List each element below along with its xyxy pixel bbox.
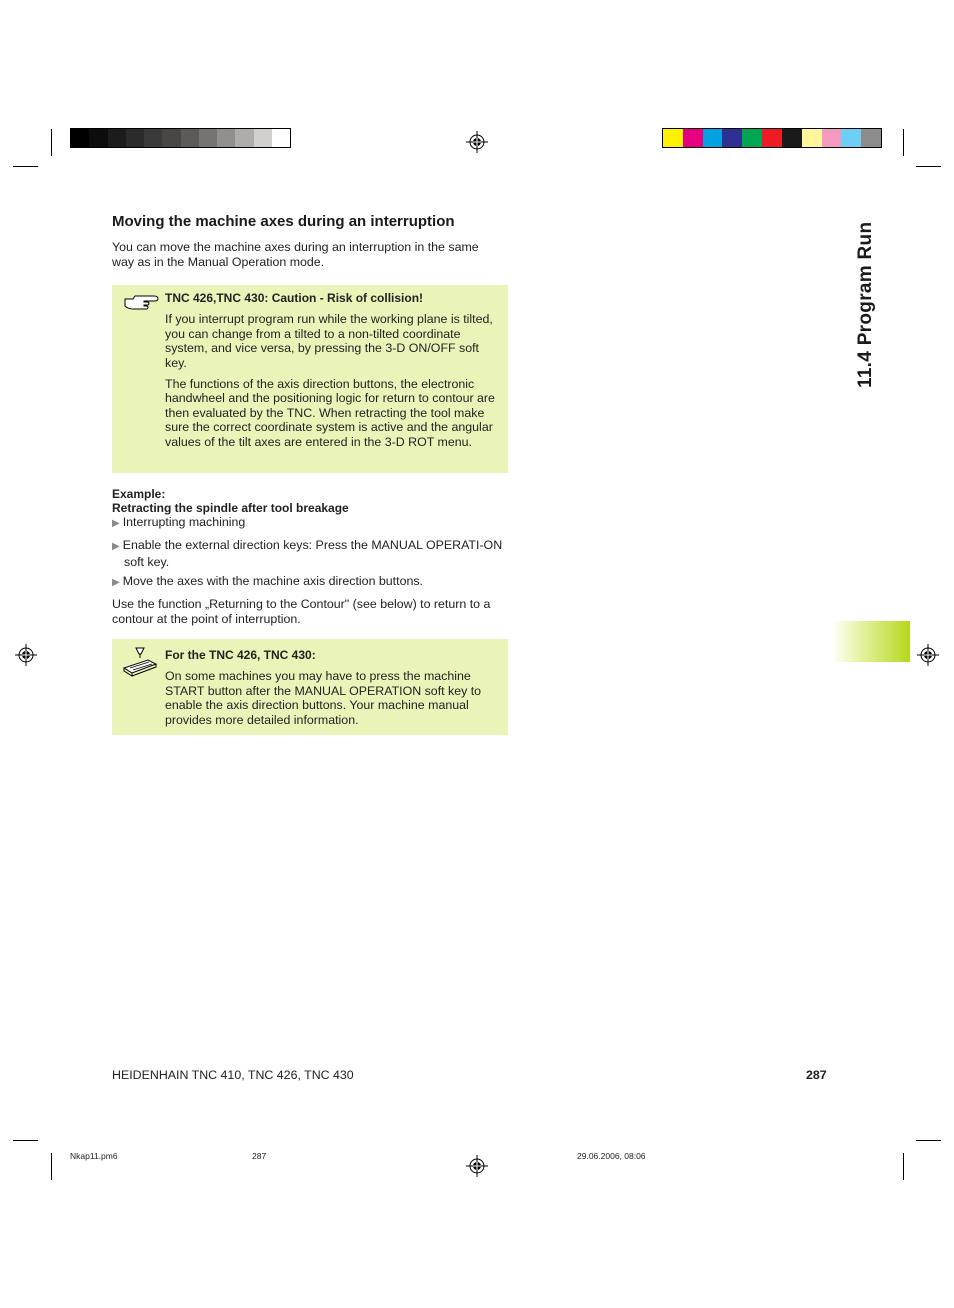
grayscale-color-bar	[70, 128, 291, 148]
crop-mark	[916, 166, 941, 167]
footer-product-name: HEIDENHAIN TNC 410, TNC 426, TNC 430	[112, 1068, 354, 1082]
color-swatch	[722, 129, 742, 147]
crop-mark	[916, 1140, 941, 1141]
step-text: Enable the external direction keys: Press the MANUAL OPERATI-ON soft key.	[122, 538, 503, 569]
section-heading: Moving the machine axes during an interruption	[112, 213, 455, 230]
process-color-bar	[662, 128, 882, 148]
triangle-arrow-icon: ▶	[112, 518, 120, 529]
example-title: Retracting the spindle after tool breakage	[112, 501, 349, 515]
caution-note-title: TNC 426,TNC 430: Caution - Risk of collision!	[165, 291, 424, 305]
page-number: 287	[806, 1068, 827, 1082]
color-swatch	[162, 129, 180, 147]
color-swatch	[235, 129, 253, 147]
color-swatch	[181, 129, 199, 147]
color-swatch	[89, 129, 107, 147]
example-step	[112, 515, 504, 532]
caution-note-box	[112, 285, 508, 473]
color-swatch	[742, 129, 762, 147]
color-swatch	[108, 129, 126, 147]
machine-note-title: For the TNC 426, TNC 430:	[165, 648, 316, 662]
triangle-arrow-icon: ▶	[112, 541, 120, 552]
machine-note-paragraph: On some machines you may have to press the machine START button after the MANUAL OPERATION soft key to enable the axis direction buttons. Your machine manual provides more detailed information.	[165, 669, 482, 727]
color-swatch	[217, 129, 235, 147]
caution-note-paragraph: The functions of the axis direction buttons, the electronic handwheel and the positioning logic for return to contour are then evaluated by the TNC. When retracting the tool make sure the correct coordinate system is active and the angular values of the tilt axes are entered in the 3-D ROT menu.	[165, 377, 495, 449]
color-swatch	[841, 129, 861, 147]
example-label: Example:	[112, 487, 166, 501]
crop-mark	[51, 129, 52, 156]
color-swatch	[861, 129, 881, 147]
pointing-hand-icon	[124, 293, 160, 311]
color-swatch	[144, 129, 162, 147]
slug-file-name: Nkap11.pm6	[70, 1151, 118, 1161]
crop-mark	[903, 1153, 904, 1180]
color-swatch	[782, 129, 802, 147]
crop-mark	[13, 166, 38, 167]
registration-mark-icon	[466, 131, 488, 153]
step-text: Interrupting machining	[122, 515, 246, 529]
color-swatch	[683, 129, 703, 147]
color-swatch	[71, 129, 89, 147]
color-swatch	[762, 129, 782, 147]
chapter-thumb-tab	[832, 621, 910, 662]
color-swatch	[663, 129, 683, 147]
chapter-side-title: 11.4 Program Run	[855, 221, 876, 388]
example-step	[112, 574, 504, 591]
triangle-arrow-icon: ▶	[112, 577, 120, 588]
caution-note-paragraph: If you interrupt program run while the working plane is tilted, you can change from a tilted to a non-tilted coordinate system, and vice versa, by pressing the 3-D ON/OFF soft key.	[165, 312, 493, 370]
registration-mark-icon	[917, 644, 939, 666]
color-swatch	[199, 129, 217, 147]
machine-note-box	[112, 639, 508, 735]
color-swatch	[272, 129, 290, 147]
color-swatch	[126, 129, 144, 147]
intro-paragraph: You can move the machine axes during an interruption in the same way as in the Manual Operation mode.	[112, 240, 479, 269]
step-text: Move the axes with the machine axis direction buttons.	[122, 574, 423, 588]
slug-page-number: 287	[252, 1151, 267, 1161]
color-swatch	[254, 129, 272, 147]
color-swatch	[802, 129, 822, 147]
slug-date: 29.06.2006, 08:06	[577, 1151, 646, 1161]
registration-mark-icon	[466, 1155, 488, 1177]
registration-mark-icon	[15, 644, 37, 666]
return-paragraph: Use the function „Returning to the Contour" (see below) to return to a contour at the point of interruption.	[112, 597, 491, 626]
example-step	[112, 538, 504, 569]
machine-keyboard-icon	[122, 646, 158, 678]
crop-mark	[51, 1153, 52, 1180]
crop-mark	[13, 1140, 38, 1141]
crop-mark	[903, 129, 904, 156]
color-swatch	[703, 129, 723, 147]
color-swatch	[822, 129, 842, 147]
